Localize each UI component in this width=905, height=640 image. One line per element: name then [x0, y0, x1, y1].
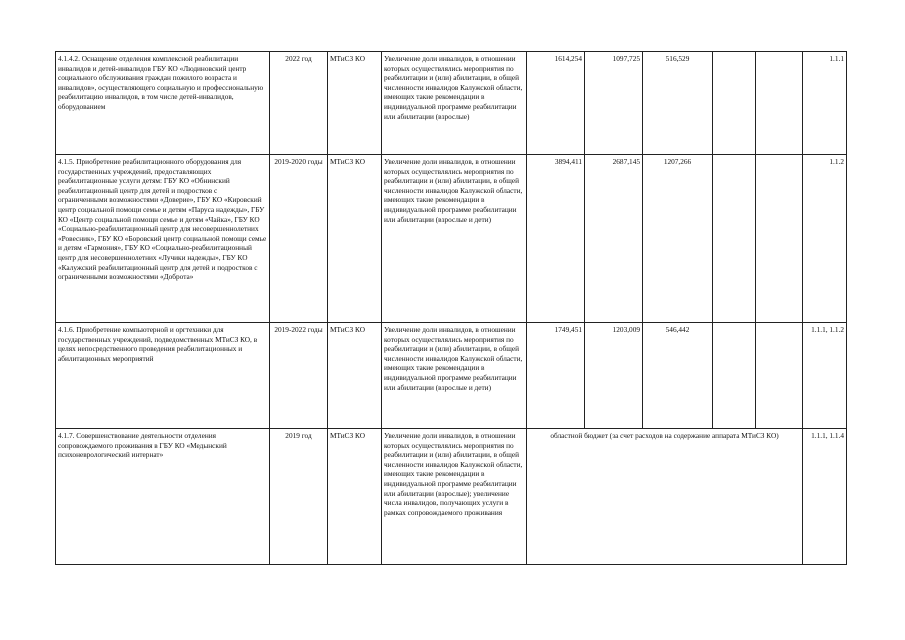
table-row: [56, 323, 847, 429]
funding-total: 3894,411: [527, 155, 585, 323]
measure-name: 4.1.7. Совершенствование деятельности отделения сопровождаемого проживания в ГБУ КО «Медынский психоневрологический интернат»: [56, 429, 270, 565]
indicator-ref: 1.1.2: [803, 155, 847, 323]
funding-federal: 1203,009: [585, 323, 643, 429]
funding-regional: 1207,266: [643, 155, 713, 323]
measure-period: 2022 год: [270, 52, 328, 155]
table-row: [56, 155, 847, 323]
funding-federal: 1097,725: [585, 52, 643, 155]
indicator-ref: 1.1.1: [803, 52, 847, 155]
measure-result: Увеличение доли инвалидов, в отношении которых осуществлялись мероприятия по реабилитации и (или) абилитации, в общей численности инвалидов Калужской области, имеющих такие рекомендации в индивидуальной программе реабилитации или абилитации (взрослые и дети): [382, 323, 527, 429]
funding-empty-cell: [713, 155, 756, 323]
funding-federal: 2687,145: [585, 155, 643, 323]
indicator-ref: 1.1.1, 1.1.2: [803, 323, 847, 429]
measure-name: 4.1.5. Приобретение реабилитационного оборудования для государственных учреждений, предоставляющих реабилитационные услуги детям: ГБУ КО «Обнинский реабилитационный центр для детей и подростков с ограниченными возможностями «Доверие», ГБУ КО «Кировский центр социальной помощи семье и детям «Паруса надежды», ГБУ КО «Центр социальной помощи семье и детям «Чайка», ГБУ КО «Социально-реабилитационный центр для несовершеннолетних «Ровесник», ГБУ КО «Боровский центр социальной помощи семье и детям «Гармония», ГБУ КО «Социально-реабилитационный центр для несовершеннолетних «Лучики надежды», ГБУ КО «Калужский реабилитационный центр для детей и подростков с ограниченными возможностями «Доброта»: [56, 155, 270, 323]
measure-period: 2019-2022 годы: [270, 323, 328, 429]
funding-empty-cell: [756, 52, 803, 155]
funding-regional: 546,442: [643, 323, 713, 429]
measure-result: Увеличение доли инвалидов, в отношении которых осуществлялись мероприятия по реабилитации и (или) абилитации, в общей численности инвалидов Калужской области, имеющих такие рекомендации в индивидуальной программе реабилитации или абилитации (взрослые): [382, 52, 527, 155]
measure-name: 4.1.6. Приобретение компьютерной и оргтехники для государственных учреждений, подведомственных МТиСЗ КО, в целях непосредственного проведения реабилитационных и абилитационных мероприятий: [56, 323, 270, 429]
funding-empty-cell: [756, 155, 803, 323]
table-row: [56, 52, 847, 155]
measure-executor: МТиСЗ КО: [328, 52, 382, 155]
funding-empty-cell: [756, 323, 803, 429]
funding-source-note: областной бюджет (за счет расходов на содержание аппарата МТиСЗ КО): [527, 429, 803, 565]
measure-result: Увеличение доли инвалидов, в отношении которых осуществлялись мероприятия по реабилитации и (или) абилитации, в общей численности инвалидов Калужской области, имеющих такие рекомендации в индивидуальной программе реабилитации или абилитации (взрослые и дети): [382, 155, 527, 323]
measure-result: Увеличение доли инвалидов, в отношении которых осуществлялись мероприятия по реабилитации и (или) абилитации, в общей численности инвалидов Калужской области, имеющих такие рекомендации в индивидуальной программе реабилитации или абилитации (взрослые); увеличение числа инвалидов, получающих услуги в рамках сопровождаемого проживания: [382, 429, 527, 565]
funding-empty-cell: [713, 52, 756, 155]
measure-executor: МТиСЗ КО: [328, 429, 382, 565]
measure-executor: МТиСЗ КО: [328, 155, 382, 323]
funding-total: 1614,254: [527, 52, 585, 155]
funding-empty-cell: [713, 323, 756, 429]
measure-name: 4.1.4.2. Оснащение отделения комплексной реабилитации инвалидов и детей-инвалидов ГБУ КО «Людиновский центр социального обслуживания граждан пожилого возраста и инвалидов», осуществляющего социальную и профессиональную реабилитацию инвалидов, в том числе детей-инвалидов, оборудованием: [56, 52, 270, 155]
measure-period: 2019-2020 годы: [270, 155, 328, 323]
indicator-ref: 1.1.1, 1.1.4: [803, 429, 847, 565]
program-measures-table: [55, 51, 847, 565]
measure-executor: МТиСЗ КО: [328, 323, 382, 429]
table-row: [56, 429, 847, 565]
funding-regional: 516,529: [643, 52, 713, 155]
measure-period: 2019 год: [270, 429, 328, 565]
funding-total: 1749,451: [527, 323, 585, 429]
